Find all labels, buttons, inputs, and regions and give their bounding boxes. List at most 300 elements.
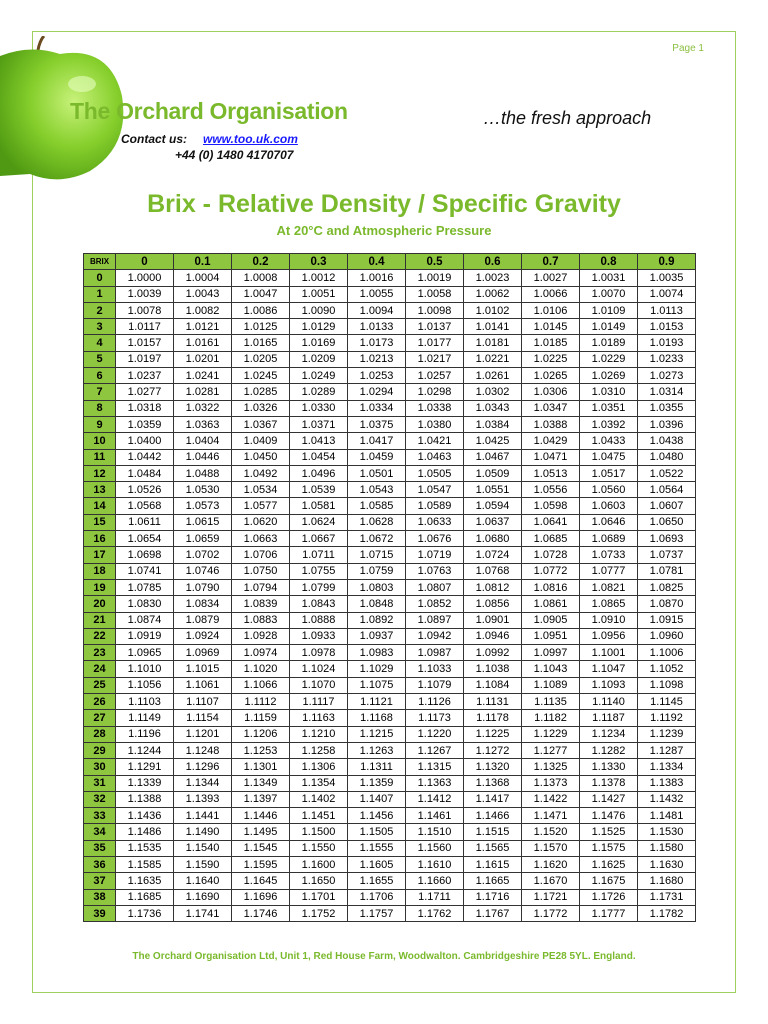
row-brix-label: 13: [84, 482, 116, 498]
table-cell: 1.1665: [464, 873, 522, 889]
table-cell: 1.0471: [522, 449, 580, 465]
table-cell: 1.0253: [348, 368, 406, 384]
table-cell: 1.0269: [580, 368, 638, 384]
table-cell: 1.0322: [174, 400, 232, 416]
table-cell: 1.1481: [638, 808, 696, 824]
table-cell: 1.1079: [406, 677, 464, 693]
table-row: [84, 628, 696, 644]
table-cell: 1.0534: [232, 482, 290, 498]
table-cell: 1.0598: [522, 498, 580, 514]
table-cell: 1.0901: [464, 612, 522, 628]
table-cell: 1.0603: [580, 498, 638, 514]
table-cell: 1.0459: [348, 449, 406, 465]
table-cell: 1.0942: [406, 628, 464, 644]
table-cell: 1.0306: [522, 384, 580, 400]
table-cell: 1.0672: [348, 531, 406, 547]
table-cell: 1.1320: [464, 759, 522, 775]
table-cell: 1.1075: [348, 677, 406, 693]
table-cell: 1.0492: [232, 465, 290, 481]
table-cell: 1.0421: [406, 433, 464, 449]
table-cell: 1.1471: [522, 808, 580, 824]
table-cell: 1.0347: [522, 400, 580, 416]
table-cell: 1.0326: [232, 400, 290, 416]
table-cell: 1.0741: [116, 563, 174, 579]
table-cell: 1.0145: [522, 319, 580, 335]
table-cell: 1.0702: [174, 547, 232, 563]
table-row: [84, 612, 696, 628]
table-cell: 1.0488: [174, 465, 232, 481]
table-cell: 1.0217: [406, 351, 464, 367]
table-cell: 1.1210: [290, 726, 348, 742]
table-cell: 1.0821: [580, 579, 638, 595]
table-cell: 1.1476: [580, 808, 638, 824]
table-cell: 1.1149: [116, 710, 174, 726]
table-cell: 1.0055: [348, 286, 406, 302]
table-cell: 1.0830: [116, 596, 174, 612]
table-cell: 1.0318: [116, 400, 174, 416]
table-cell: 1.0746: [174, 563, 232, 579]
table-cell: 1.0117: [116, 319, 174, 335]
table-cell: 1.0043: [174, 286, 232, 302]
table-cell: 1.0371: [290, 416, 348, 432]
table-cell: 1.1580: [638, 840, 696, 856]
table-cell: 1.0803: [348, 579, 406, 595]
table-row: [84, 775, 696, 791]
table-cell: 1.0946: [464, 628, 522, 644]
table-cell: 1.0834: [174, 596, 232, 612]
row-brix-label: 31: [84, 775, 116, 791]
table-cell: 1.0676: [406, 531, 464, 547]
table-cell: 1.1234: [580, 726, 638, 742]
table-cell: 1.0027: [522, 270, 580, 286]
table-cell: 1.0646: [580, 514, 638, 530]
row-brix-label: 32: [84, 791, 116, 807]
table-row: [84, 319, 696, 335]
table-row: [84, 384, 696, 400]
table-cell: 1.0281: [174, 384, 232, 400]
table-cell: 1.0659: [174, 531, 232, 547]
table-row: [84, 482, 696, 498]
row-brix-label: 29: [84, 742, 116, 758]
table-cell: 1.0039: [116, 286, 174, 302]
column-header: 0.2: [232, 254, 290, 270]
table-cell: 1.1182: [522, 710, 580, 726]
table-cell: 1.0987: [406, 645, 464, 661]
table-cell: 1.1680: [638, 873, 696, 889]
table-row: [84, 302, 696, 318]
table-cell: 1.0442: [116, 449, 174, 465]
table-cell: 1.0937: [348, 628, 406, 644]
table-cell: 1.1244: [116, 742, 174, 758]
table-row: [84, 791, 696, 807]
table-cell: 1.0249: [290, 368, 348, 384]
table-cell: 1.0109: [580, 302, 638, 318]
table-cell: 1.0513: [522, 465, 580, 481]
table-cell: 1.0289: [290, 384, 348, 400]
table-cell: 1.0463: [406, 449, 464, 465]
table-cell: 1.0568: [116, 498, 174, 514]
table-row: [84, 645, 696, 661]
table-cell: 1.0706: [232, 547, 290, 563]
table-cell: 1.1436: [116, 808, 174, 824]
table-row: [84, 677, 696, 693]
row-brix-label: 19: [84, 579, 116, 595]
table-cell: 1.1407: [348, 791, 406, 807]
table-body: [84, 270, 696, 922]
table-cell: 1.1620: [522, 856, 580, 872]
table-cell: 1.0070: [580, 286, 638, 302]
row-brix-label: 24: [84, 661, 116, 677]
table-cell: 1.1033: [406, 661, 464, 677]
table-cell: 1.1490: [174, 824, 232, 840]
table-cell: 1.0409: [232, 433, 290, 449]
table-cell: 1.0581: [290, 498, 348, 514]
table-row: [84, 856, 696, 872]
table-cell: 1.1397: [232, 791, 290, 807]
table-cell: 1.1052: [638, 661, 696, 677]
table-cell: 1.0000: [116, 270, 174, 286]
table-cell: 1.0343: [464, 400, 522, 416]
table-cell: 1.0237: [116, 368, 174, 384]
table-cell: 1.1650: [290, 873, 348, 889]
table-cell: 1.1575: [580, 840, 638, 856]
table-cell: 1.1555: [348, 840, 406, 856]
column-header: 0.9: [638, 254, 696, 270]
table-cell: 1.0874: [116, 612, 174, 628]
table-cell: 1.1595: [232, 856, 290, 872]
table-cell: 1.0543: [348, 482, 406, 498]
table-cell: 1.0556: [522, 482, 580, 498]
table-row: [84, 531, 696, 547]
table-cell: 1.0363: [174, 416, 232, 432]
table-row: [84, 889, 696, 905]
table-cell: 1.0728: [522, 547, 580, 563]
table-cell: 1.1263: [348, 742, 406, 758]
table-cell: 1.0763: [406, 563, 464, 579]
table-cell: 1.0879: [174, 612, 232, 628]
website-link[interactable]: www.too.uk.com: [203, 132, 298, 146]
table-cell: 1.0737: [638, 547, 696, 563]
table-cell: 1.1225: [464, 726, 522, 742]
table-cell: 1.1267: [406, 742, 464, 758]
table-cell: 1.0012: [290, 270, 348, 286]
table-row: [84, 742, 696, 758]
table-cell: 1.1359: [348, 775, 406, 791]
table-cell: 1.1061: [174, 677, 232, 693]
table-cell: 1.0185: [522, 335, 580, 351]
row-brix-label: 12: [84, 465, 116, 481]
table-cell: 1.0429: [522, 433, 580, 449]
table-cell: 1.0526: [116, 482, 174, 498]
table-cell: 1.1024: [290, 661, 348, 677]
table-cell: 1.0654: [116, 531, 174, 547]
table-cell: 1.0547: [406, 482, 464, 498]
table-cell: 1.0573: [174, 498, 232, 514]
table-row: [84, 547, 696, 563]
table-cell: 1.0888: [290, 612, 348, 628]
table-row: [84, 368, 696, 384]
table-cell: 1.1505: [348, 824, 406, 840]
table-cell: 1.1675: [580, 873, 638, 889]
table-cell: 1.1535: [116, 840, 174, 856]
table-cell: 1.1368: [464, 775, 522, 791]
table-row: [84, 351, 696, 367]
table-cell: 1.0157: [116, 335, 174, 351]
table-cell: 1.1711: [406, 889, 464, 905]
table-cell: 1.0181: [464, 335, 522, 351]
brix-table-container: [83, 253, 696, 922]
table-cell: 1.1315: [406, 759, 464, 775]
table-cell: 1.0607: [638, 498, 696, 514]
table-cell: 1.0209: [290, 351, 348, 367]
table-cell: 1.0577: [232, 498, 290, 514]
table-cell: 1.0031: [580, 270, 638, 286]
row-brix-label: 7: [84, 384, 116, 400]
table-cell: 1.1135: [522, 694, 580, 710]
table-cell: 1.1354: [290, 775, 348, 791]
table-cell: 1.0201: [174, 351, 232, 367]
row-brix-label: 4: [84, 335, 116, 351]
row-brix-label: 8: [84, 400, 116, 416]
table-cell: 1.1777: [580, 905, 638, 921]
table-cell: 1.0564: [638, 482, 696, 498]
table-cell: 1.0475: [580, 449, 638, 465]
row-brix-label: 35: [84, 840, 116, 856]
table-cell: 1.1630: [638, 856, 696, 872]
table-cell: 1.0974: [232, 645, 290, 661]
table-cell: 1.0285: [232, 384, 290, 400]
table-cell: 1.0637: [464, 514, 522, 530]
table-cell: 1.0173: [348, 335, 406, 351]
table-cell: 1.1500: [290, 824, 348, 840]
table-cell: 1.1330: [580, 759, 638, 775]
table-row: [84, 596, 696, 612]
table-cell: 1.0355: [638, 400, 696, 416]
table-cell: 1.0978: [290, 645, 348, 661]
table-cell: 1.1131: [464, 694, 522, 710]
table-cell: 1.0733: [580, 547, 638, 563]
table-cell: 1.1253: [232, 742, 290, 758]
table-cell: 1.1239: [638, 726, 696, 742]
table-cell: 1.0113: [638, 302, 696, 318]
table-cell: 1.0058: [406, 286, 464, 302]
table-cell: 1.1311: [348, 759, 406, 775]
footer-address: The Orchard Organisation Ltd, Unit 1, Red House Farm, Woodwalton. Cambridgeshire PE28 5YL. England.: [132, 951, 636, 962]
row-brix-label: 15: [84, 514, 116, 530]
table-cell: 1.0530: [174, 482, 232, 498]
table-cell: 1.0933: [290, 628, 348, 644]
table-cell: 1.0812: [464, 579, 522, 595]
table-cell: 1.1625: [580, 856, 638, 872]
table-cell: 1.0951: [522, 628, 580, 644]
table-cell: 1.0310: [580, 384, 638, 400]
table-cell: 1.0245: [232, 368, 290, 384]
table-cell: 1.0221: [464, 351, 522, 367]
table-cell: 1.0750: [232, 563, 290, 579]
table-cell: 1.0910: [580, 612, 638, 628]
table-cell: 1.1029: [348, 661, 406, 677]
table-cell: 1.0772: [522, 563, 580, 579]
row-brix-label: 27: [84, 710, 116, 726]
table-cell: 1.1301: [232, 759, 290, 775]
table-cell: 1.0560: [580, 482, 638, 498]
table-cell: 1.1655: [348, 873, 406, 889]
table-cell: 1.0450: [232, 449, 290, 465]
row-brix-label: 23: [84, 645, 116, 661]
table-cell: 1.1701: [290, 889, 348, 905]
table-cell: 1.0330: [290, 400, 348, 416]
table-cell: 1.1432: [638, 791, 696, 807]
row-brix-label: 37: [84, 873, 116, 889]
table-cell: 1.1772: [522, 905, 580, 921]
table-cell: 1.1706: [348, 889, 406, 905]
table-cell: 1.0106: [522, 302, 580, 318]
table-cell: 1.1378: [580, 775, 638, 791]
table-cell: 1.0392: [580, 416, 638, 432]
table-cell: 1.0509: [464, 465, 522, 481]
table-cell: 1.0062: [464, 286, 522, 302]
table-cell: 1.0467: [464, 449, 522, 465]
table-cell: 1.1154: [174, 710, 232, 726]
table-row: [84, 335, 696, 351]
contact-label: Contact us:: [121, 132, 187, 146]
table-cell: 1.0384: [464, 416, 522, 432]
table-cell: 1.0177: [406, 335, 464, 351]
table-cell: 1.1510: [406, 824, 464, 840]
table-cell: 1.0213: [348, 351, 406, 367]
table-cell: 1.0611: [116, 514, 174, 530]
row-brix-label: 2: [84, 302, 116, 318]
table-cell: 1.0153: [638, 319, 696, 335]
table-cell: 1.0082: [174, 302, 232, 318]
table-cell: 1.1047: [580, 661, 638, 677]
row-brix-label: 0: [84, 270, 116, 286]
table-cell: 1.1461: [406, 808, 464, 824]
table-cell: 1.0334: [348, 400, 406, 416]
table-cell: 1.0594: [464, 498, 522, 514]
table-cell: 1.0078: [116, 302, 174, 318]
table-cell: 1.0261: [464, 368, 522, 384]
table-cell: 1.0367: [232, 416, 290, 432]
table-cell: 1.1660: [406, 873, 464, 889]
table-cell: 1.1070: [290, 677, 348, 693]
table-cell: 1.1417: [464, 791, 522, 807]
table-cell: 1.1393: [174, 791, 232, 807]
table-cell: 1.1178: [464, 710, 522, 726]
table-cell: 1.0992: [464, 645, 522, 661]
table-cell: 1.1206: [232, 726, 290, 742]
row-brix-label: 39: [84, 905, 116, 921]
table-cell: 1.0680: [464, 531, 522, 547]
table-cell: 1.0074: [638, 286, 696, 302]
table-cell: 1.1752: [290, 905, 348, 921]
table-cell: 1.0905: [522, 612, 580, 628]
table-cell: 1.1560: [406, 840, 464, 856]
table-cell: 1.0956: [580, 628, 638, 644]
table-cell: 1.0161: [174, 335, 232, 351]
table-cell: 1.0404: [174, 433, 232, 449]
table-cell: 1.0205: [232, 351, 290, 367]
table-cell: 1.1515: [464, 824, 522, 840]
table-cell: 1.1690: [174, 889, 232, 905]
table-cell: 1.0719: [406, 547, 464, 563]
table-cell: 1.1685: [116, 889, 174, 905]
table-row: [84, 465, 696, 481]
table-header-row: [84, 254, 696, 270]
table-cell: 1.0816: [522, 579, 580, 595]
table-cell: 1.1248: [174, 742, 232, 758]
table-cell: 1.1565: [464, 840, 522, 856]
table-cell: 1.1726: [580, 889, 638, 905]
table-cell: 1.0785: [116, 579, 174, 595]
row-brix-label: 33: [84, 808, 116, 824]
table-cell: 1.0919: [116, 628, 174, 644]
table-cell: 1.1117: [290, 694, 348, 710]
table-cell: 1.0257: [406, 368, 464, 384]
table-cell: 1.1093: [580, 677, 638, 693]
row-brix-label: 1: [84, 286, 116, 302]
table-cell: 1.1173: [406, 710, 464, 726]
page-subtitle: At 20°C and Atmospheric Pressure: [276, 223, 492, 238]
table-row: [84, 579, 696, 595]
table-row: [84, 433, 696, 449]
table-cell: 1.1043: [522, 661, 580, 677]
table-cell: 1.0755: [290, 563, 348, 579]
table-cell: 1.1530: [638, 824, 696, 840]
table-cell: 1.1441: [174, 808, 232, 824]
phone-number: +44 (0) 1480 4170707: [175, 148, 294, 162]
table-cell: 1.1585: [116, 856, 174, 872]
row-brix-label: 25: [84, 677, 116, 693]
table-cell: 1.1486: [116, 824, 174, 840]
table-cell: 1.0724: [464, 547, 522, 563]
table-cell: 1.0551: [464, 482, 522, 498]
table-cell: 1.0496: [290, 465, 348, 481]
table-cell: 1.1736: [116, 905, 174, 921]
table-cell: 1.0433: [580, 433, 638, 449]
table-cell: 1.0197: [116, 351, 174, 367]
table-cell: 1.0883: [232, 612, 290, 628]
table-cell: 1.0047: [232, 286, 290, 302]
table-cell: 1.1721: [522, 889, 580, 905]
table-cell: 1.1550: [290, 840, 348, 856]
row-brix-label: 20: [84, 596, 116, 612]
table-row: [84, 726, 696, 742]
table-cell: 1.1056: [116, 677, 174, 693]
table-cell: 1.0375: [348, 416, 406, 432]
table-row: [84, 286, 696, 302]
table-cell: 1.1163: [290, 710, 348, 726]
table-cell: 1.1422: [522, 791, 580, 807]
table-cell: 1.0522: [638, 465, 696, 481]
table-cell: 1.0338: [406, 400, 464, 416]
table-cell: 1.0277: [116, 384, 174, 400]
table-cell: 1.0129: [290, 319, 348, 335]
table-cell: 1.1103: [116, 694, 174, 710]
table-cell: 1.0870: [638, 596, 696, 612]
table-cell: 1.0865: [580, 596, 638, 612]
table-cell: 1.0960: [638, 628, 696, 644]
table-cell: 1.1159: [232, 710, 290, 726]
table-cell: 1.0086: [232, 302, 290, 318]
table-row: [84, 759, 696, 775]
table-cell: 1.1344: [174, 775, 232, 791]
table-cell: 1.1296: [174, 759, 232, 775]
table-row: [84, 563, 696, 579]
row-brix-label: 5: [84, 351, 116, 367]
table-cell: 1.0790: [174, 579, 232, 595]
table-cell: 1.1015: [174, 661, 232, 677]
